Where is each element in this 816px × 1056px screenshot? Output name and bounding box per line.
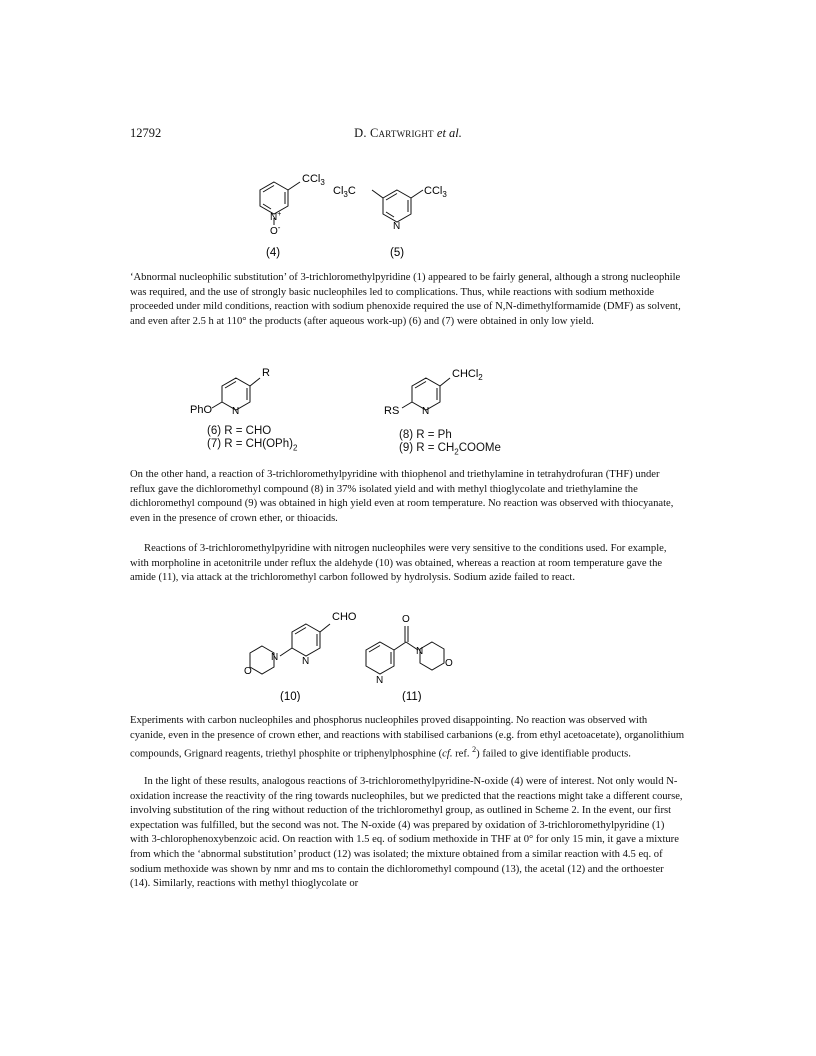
pho-group: PhO (190, 404, 213, 416)
s10-morpholine-nitrogen: N (271, 652, 279, 663)
cho-group: CHO (332, 611, 357, 623)
s4-nitrogen: N+ (270, 211, 282, 223)
rs-group: RS (384, 405, 400, 417)
paragraph-thiol-reactions: On the other hand, a reaction of 3-trichloromethylpyridine with thiophenol and triethylamine in tetrahydrofuran (THF) under reflux gave the dichloromethyl compound (8) in 37% isolated yield and with methyl thioglycolate and triethylamine the dichloromethyl compound (9) was obtained in high yield even at room temperature. No reaction was observed with thiocyanate, even in the presence of crown ether, or thioacids. (130, 469, 674, 524)
compound-10-label: (10) (280, 691, 301, 702)
chcl2-group: CHCl$_2$ (452, 368, 483, 382)
s10-morpholine-oxygen: O (244, 666, 252, 677)
s11-carbonyl-oxygen: O (402, 614, 410, 625)
structures-4-5 (230, 168, 450, 260)
formula-9: (9) $R = CH_2COOMe$ (399, 442, 501, 457)
compound-4-label: (4) (266, 247, 281, 259)
compound-5-label: (5) (390, 247, 405, 259)
s8-nitrogen: N (422, 406, 430, 417)
s6-nitrogen: N (232, 406, 240, 417)
structure-5-drawing (372, 190, 423, 222)
s4-oxygen: O- (270, 223, 281, 237)
running-header-authors (0, 126, 816, 141)
s11-amide-nitrogen: N (416, 646, 424, 657)
s4-ccl3: CCl$_3$ (302, 173, 325, 187)
compound-11-label: (11) (402, 691, 422, 702)
paragraph-carbon-phosphorus: Experiments with carbon nucleophiles and phosphorus nucleophiles proved disappointing. No reaction was observed with cyanide, even in the presence of crown ether, and reactions with stabilised carbanions (e.g. from ethyl acetoacetate), organolithium compounds, Grignard reagents, triethyl phosphite or triphenylphosphine (cf. ref. $^2$) failed to give identifiable products. (130, 715, 685, 760)
structures-6-9 (180, 366, 520, 422)
s5-cl3c: $Cl_3C$ (333, 185, 356, 199)
structure-10-drawing (250, 624, 330, 674)
formula-6: (6) R = CHO (207, 425, 272, 437)
s11-morpholine-oxygen: O (445, 658, 453, 669)
formula-8: (8) R = Ph (399, 429, 452, 441)
structure-11-drawing (366, 626, 444, 674)
s11-pyridine-nitrogen: N (376, 675, 384, 686)
paragraph-abnormal-substitution: ‘Abnormal nucleophilic substitution’ of 3-trichloromethylpyridine (1) appeared to be fairly general, although a strong nucleophile was required, and the use of strongly basic nucleophiles led to complications. Thus, while reactions with sodium methoxide proceeded under mild conditions, reaction with sodium phenoxide required the use of N,N-dimethylformamide (DMF) as solvent, and even after 2.5 h at 110° the products (after aqueous work-up) (6) and (7) were obtained in only low yield. (130, 272, 681, 327)
paragraph-nitrogen-nucleophiles: Reactions of 3-trichloromethylpyridine with nitrogen nucleophiles were very sensitive to the conditions used. For example, with morpholine in acetonitrile under reflux the aldehyde (10) was obtained, whereas a reaction at room temperature gave the amide (11), via attack at the trichloromethyl carbon followed by hydrolysis. Sodium azide failed to react. (130, 543, 667, 584)
et-al: et al. (436, 126, 462, 140)
s5-ccl3: CCl$_3$ (424, 185, 447, 199)
author-name: D. Cartwright (354, 126, 434, 140)
structure-4-drawing (260, 182, 300, 225)
formula-7: (7) $R = CH(OPh)_2$ (207, 438, 298, 453)
paragraph-n-oxide: In the light of these results, analogous reactions of 3-trichloromethylpyridine-N-oxide (4) were of interest. Not only would N-oxidation increase the reactivity of the ring towards nucleophiles, but we predicted that the reactions might take a different course, involving substitution of the ring without reduction of the trichloromethyl group, as outlined in Scheme 2. In the event, our first expectation was fulfilled, but the second was not. The N-oxide (4) was prepared by oxidation of 3-trichloromethylpyridine (1) with 3-chlorophenoxybenzoic acid. On reaction with 1.5 eq. of sodium methoxide in THF at 0° for only 15 min, it gave a mixture from which the ‘abnormal substitution’ product (12) was isolated; the mixture obtained from a similar reaction with 4.5 eq. of sodium methoxide was shown by nmr and ms to contain the dichloromethyl compound (13), the acetal (12) and the orthoester (14). Similarly, reactions with methyl thioglycolate or (130, 776, 683, 890)
s5-nitrogen: N (393, 221, 401, 232)
s10-pyridine-nitrogen: N (302, 656, 310, 667)
page-number: 12792 (130, 126, 162, 140)
structures-10-11 (220, 604, 480, 702)
r-group: R (262, 367, 270, 379)
